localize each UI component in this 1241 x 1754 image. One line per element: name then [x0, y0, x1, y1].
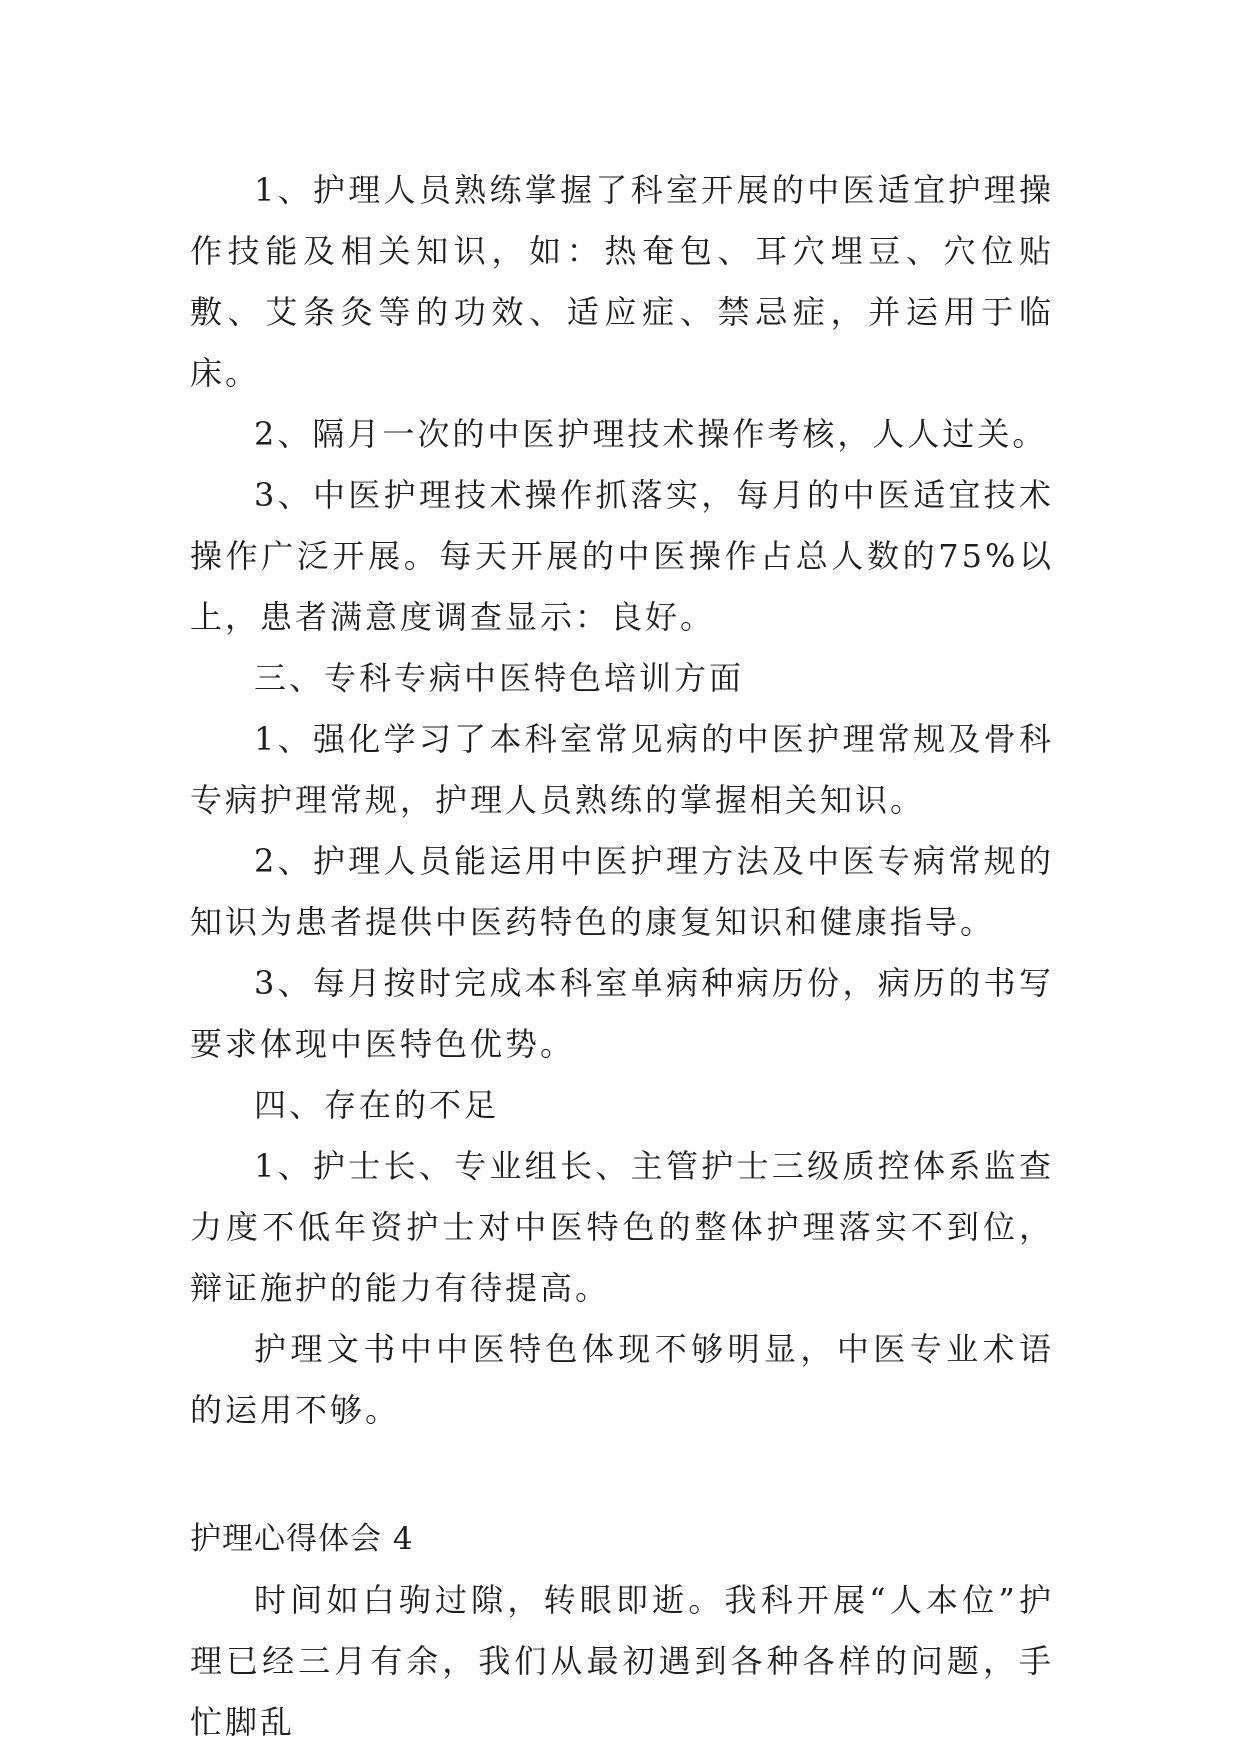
paragraph: 1、护士长、专业组长、主管护士三级质控体系监查力度不低年资护士对中医特色的整体护理落实不到位，辩证施护的能力有待提高。 — [190, 1147, 1054, 1307]
paragraph: 3、每月按时完成本科室单病种病历份，病历的书写要求体现中医特色优势。 — [190, 964, 1054, 1063]
document-body — [190, 160, 1054, 1753]
section-subheading: 三、专科专病中医特色培训方面 — [254, 659, 745, 697]
paragraph: 2、隔月一次的中医护理技术操作考核，人人过关。 — [254, 415, 1048, 453]
paragraph: 1、强化学习了本科室常见病的中医护理常规及骨科专病护理常规，护理人员熟练的掌握相关知识。 — [190, 720, 1054, 819]
paragraph: 2、护理人员能运用中医护理方法及中医专病常规的知识为患者提供中医药特色的康复知识和健康指导。 — [190, 842, 1054, 941]
paragraph: 1、护理人员熟练掌握了科室开展的中医适宜护理操作技能及相关知识，如：热奄包、耳穴埋豆、穴位贴敷、艾条灸等的功效、适应症、禁忌症，并运用于临床。 — [190, 171, 1054, 392]
section-heading: 护理心得体会 4 — [190, 1521, 414, 1557]
paragraph: 3、中医护理技术操作抓落实，每月的中医适宜技术操作广泛开展。每天开展的中医操作占总人数的75%以上，患者满意度调查显示：良好。 — [190, 476, 1054, 636]
paragraph: 时间如白驹过隙，转眼即逝。我科开展“人本位”护理已经三月有余，我们从最初遇到各种各样的问题，手忙脚乱 — [190, 1581, 1054, 1741]
paragraph: 护理文书中中医特色体现不够明显，中医专业术语的运用不够。 — [190, 1330, 1054, 1429]
section-subheading: 四、存在的不足 — [254, 1086, 500, 1124]
